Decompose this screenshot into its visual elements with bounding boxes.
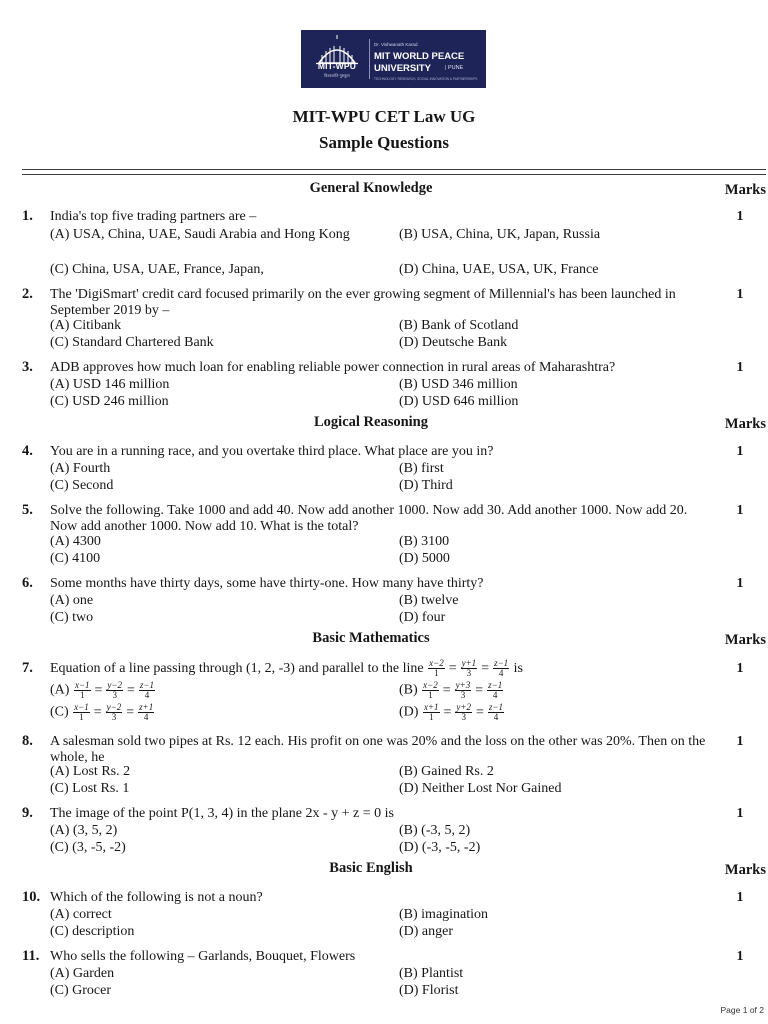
fraction-numerator: z−1: [488, 702, 503, 712]
option-label: (A): [50, 682, 70, 698]
header-rule: [22, 169, 766, 170]
option-d: (D) four: [399, 610, 446, 625]
fraction-numerator: x+1: [423, 702, 439, 712]
question-equation: [427, 659, 510, 679]
option-equation: [421, 681, 504, 700]
question-marks: 1: [736, 806, 744, 821]
document-subtitle: Sample Questions: [319, 133, 449, 152]
university-logo: [301, 30, 486, 88]
question-text: Solve the following. Take 1000 and add 40. Now add another 1000. Now add 30. Add another 1000. Now add 20. Now add another 1000. Now add 10. What is the total?: [50, 503, 688, 534]
option-b: (B) Plantist: [399, 966, 464, 981]
option-equation: [72, 703, 155, 722]
option-d: (D) Third: [399, 478, 453, 493]
header-rule: [22, 174, 766, 175]
question-marks: 1: [736, 287, 744, 302]
fraction: [428, 659, 445, 678]
option-b: (B) USA, China, UK, Japan, Russia: [399, 227, 601, 242]
logo-mark-subtext: विश्वशांति गुरुकुल: [324, 73, 350, 78]
equals-sign: =: [94, 682, 103, 698]
section-title-basic-mathematics: Basic Mathematics: [312, 630, 430, 646]
question-marks: 1: [736, 503, 744, 518]
option-a: (A) correct: [50, 907, 112, 922]
option-b: (B) USD 346 million: [399, 377, 518, 392]
equals-sign: =: [476, 704, 484, 720]
section-title-basic-english: Basic English: [329, 860, 413, 876]
equals-sign: =: [448, 661, 457, 676]
document-title: MIT-WPU CET Law UG: [292, 107, 476, 126]
fraction: [455, 703, 472, 722]
option-b: [399, 681, 504, 700]
logo-city: | PUNE: [445, 65, 464, 71]
equals-sign: =: [127, 682, 135, 698]
option-b: (B) Gained Rs. 2: [399, 764, 494, 779]
question-text: ADB approves how much loan for enabling reliable power connection in rural areas of Maharashtra?: [50, 360, 616, 375]
fraction-denominator: 3: [111, 712, 117, 722]
question-number: 4.: [22, 443, 33, 459]
question-text: India's top five trading partners are –: [50, 209, 257, 224]
question-marks: 1: [736, 661, 744, 676]
option-b: (B) (-3, 5, 2): [399, 823, 471, 838]
option-label: (C): [50, 704, 69, 720]
question-number: 3.: [22, 359, 33, 375]
equals-sign: =: [93, 704, 102, 720]
marks-column-header: Marks: [724, 416, 766, 432]
option-b: (B) twelve: [399, 593, 459, 608]
fraction-numerator: z−1: [494, 658, 509, 669]
question-number: 2.: [22, 286, 33, 302]
option-equation: [73, 681, 156, 700]
question-number: 11.: [22, 948, 40, 964]
fraction-numerator: z−1: [488, 680, 503, 690]
fraction-denominator: 1: [79, 690, 85, 700]
fraction-denominator: 3: [112, 690, 117, 700]
option-c: (C) two: [50, 610, 94, 625]
option-d: (D) 5000: [399, 551, 450, 566]
fraction-denominator: 4: [493, 712, 499, 722]
option-label: (B): [399, 682, 418, 698]
fraction-denominator: 1: [79, 712, 84, 722]
question-marks: 1: [736, 444, 744, 459]
question-text: Some months have thirty days, some have thirty-one. How many have thirty?: [50, 576, 484, 591]
fraction-denominator: 1: [428, 712, 434, 722]
fraction: [74, 681, 91, 700]
logo-tagline: TECHNOLOGY, RESEARCH, SOCIAL INNOVATION & PARTNERSHIPS: [374, 77, 478, 81]
page-number: Page 1 of 2: [720, 1005, 764, 1015]
logo-university-line1: MIT WORLD PEACE: [374, 51, 465, 62]
option-b: (B) first: [399, 461, 444, 476]
logo-divider: [369, 39, 370, 79]
option-b: (B) imagination: [399, 907, 489, 922]
fraction-numerator: z−1: [139, 680, 154, 690]
option-a: [50, 681, 156, 700]
option-c: (C) description: [50, 924, 135, 939]
question-marks: 1: [736, 949, 744, 964]
option-c: (C) Lost Rs. 1: [50, 781, 130, 796]
fraction: [106, 681, 123, 700]
option-d: (D) Florist: [399, 983, 459, 998]
option-a: (A) Garden: [50, 966, 115, 981]
option-c: [50, 703, 155, 722]
section-title-logical-reasoning: Logical Reasoning: [314, 414, 428, 430]
fraction-denominator: 4: [144, 690, 150, 700]
question-text-line: [50, 659, 710, 679]
option-a: (A) Fourth: [50, 461, 111, 476]
option-c: (C) 4100: [50, 551, 101, 566]
option-c: (C) (3, -5, -2): [50, 840, 126, 855]
question-text: The image of the point P(1, 3, 4) in the plane 2x - y + z = 0 is: [50, 806, 394, 821]
question-text: Equation of a line passing through (1, 2, -3) and parallel to the line: [50, 661, 424, 677]
fraction-denominator: 4: [143, 712, 149, 722]
question-number: 5.: [22, 502, 33, 518]
marks-column-header: Marks: [724, 632, 766, 648]
fraction-numerator: y+1: [461, 658, 477, 669]
fraction: [139, 681, 155, 700]
option-a: (A) Citibank: [50, 318, 122, 333]
fraction-denominator: 1: [428, 690, 433, 700]
question-number: 9.: [22, 805, 33, 821]
fraction-denominator: 3: [460, 690, 466, 700]
option-a: (A) 4300: [50, 534, 101, 549]
question-number: 6.: [22, 575, 33, 591]
section-title-general-knowledge: General Knowledge: [309, 180, 433, 196]
fraction-denominator: 4: [498, 668, 504, 679]
fraction-denominator: 3: [466, 668, 472, 679]
question-number: 10.: [22, 889, 41, 905]
fraction-numerator: y+2: [456, 702, 471, 712]
option-d: (D) China, UAE, USA, UK, France: [399, 262, 599, 277]
fraction-denominator: 1: [434, 668, 439, 679]
question-text: The 'DigiSmart' credit card focused primarily on the ever growing segment of Millennial's has been launched in September 2019 by –: [50, 287, 676, 318]
fraction: [106, 703, 123, 722]
question-marks: 1: [736, 209, 744, 224]
fraction-numerator: z+1: [139, 702, 154, 712]
fraction-numerator: y−2: [107, 680, 122, 690]
question-text: Which of the following is not a noun?: [50, 890, 263, 905]
option-c: (C) Standard Chartered Bank: [50, 335, 214, 350]
fraction-numerator: y+3: [455, 680, 471, 690]
option-b: (B) 3100: [399, 534, 450, 549]
fraction-numerator: x−2: [429, 658, 444, 669]
option-equation: [422, 703, 505, 722]
option-a: (A) (3, 5, 2): [50, 823, 118, 838]
fraction: [487, 681, 503, 700]
question-text: You are in a running race, and you overtake third place. What place are you in?: [50, 444, 494, 459]
equals-sign: =: [443, 704, 452, 720]
option-d: (D) USD 646 million: [399, 394, 519, 409]
fraction-denominator: 3: [461, 712, 466, 722]
fraction: [461, 659, 478, 678]
question-number: 7.: [22, 660, 33, 676]
option-a: (A) Lost Rs. 2: [50, 764, 131, 779]
logo-university-line2: UNIVERSITY: [374, 63, 432, 74]
option-c: (C) USD 246 million: [50, 394, 169, 409]
question-marks: 1: [736, 360, 744, 375]
question-text: Who sells the following – Garlands, Bouquet, Flowers: [50, 949, 356, 964]
option-c: (C) Grocer: [50, 983, 112, 998]
option-a: (A) USD 146 million: [50, 377, 170, 392]
fraction: [493, 659, 509, 678]
option-c: (C) Second: [50, 478, 114, 493]
option-d: (D) (-3, -5, -2): [399, 840, 481, 855]
fraction: [138, 703, 154, 722]
option-c: (C) China, USA, UAE, France, Japan,: [50, 262, 264, 277]
question-number: 8.: [22, 733, 33, 749]
marks-column-header: Marks: [724, 862, 766, 878]
fraction: [488, 703, 504, 722]
question-marks: 1: [736, 734, 744, 749]
question-text: A salesman sold two pipes at Rs. 12 each. His profit on one was 20% and the loss on the other was 20%. Then on the whole, he: [50, 734, 706, 765]
equals-sign: =: [481, 661, 490, 676]
question-marks: 1: [736, 890, 744, 905]
option-a: (A) one: [50, 593, 94, 608]
fraction-numerator: x−2: [423, 680, 438, 690]
equals-sign: =: [442, 682, 451, 698]
logo-founder: Dr. Vishwanath Karad: [374, 42, 418, 47]
fraction: [422, 681, 439, 700]
option-d: (D) Deutsche Bank: [399, 335, 508, 350]
option-label: (D): [399, 704, 419, 720]
fraction-denominator: 4: [492, 690, 498, 700]
question-text-suffix: is: [513, 661, 524, 677]
question-number: 1.: [22, 208, 33, 224]
logo-mark-text: MIT-WPU: [317, 61, 357, 71]
question-marks: 1: [736, 576, 744, 591]
option-d: (D) Neither Lost Nor Gained: [399, 781, 562, 796]
equals-sign: =: [475, 682, 484, 698]
fraction: [455, 681, 472, 700]
fraction: [423, 703, 440, 722]
option-d: (D) anger: [399, 924, 454, 939]
equals-sign: =: [126, 704, 135, 720]
marks-column-header: Marks: [724, 182, 766, 198]
option-a: (A) USA, China, UAE, Saudi Arabia and Hong Kong: [50, 227, 350, 242]
option-d: [399, 703, 505, 722]
fraction: [73, 703, 90, 722]
fraction-numerator: x−1: [74, 702, 89, 712]
option-b: (B) Bank of Scotland: [399, 318, 519, 333]
fraction-numerator: x−1: [74, 680, 90, 690]
fraction-numerator: y−2: [106, 702, 122, 712]
